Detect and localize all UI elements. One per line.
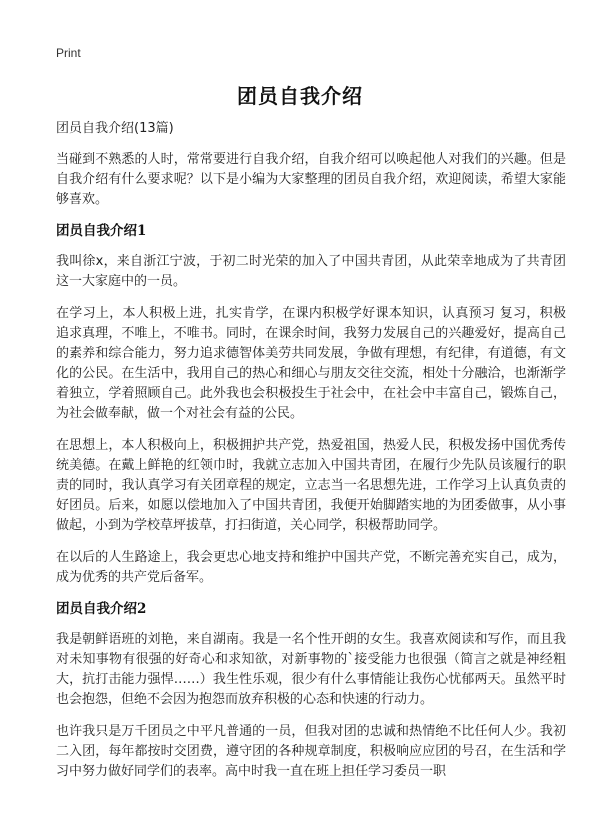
section-2-paragraph-1: 我是朝鲜语班的刘艳，来自湖南。我是一名个性开朗的女生。我喜欢阅读和写作，而且我对未知事物有很强的好奇心和求知欲，对新事物的`接受能力也很强（简言之就是神经粗大，抗打击能力强悍……）我生性乐观，很少有什么事情能让我伤心忧郁两天。虽然平时也会抱怨，但绝不会因为抱怨而放弃积极的心态和快速的行动力。 (56, 632, 566, 707)
section-1-paragraph-2: 在学习上，本人积极上进，扎实肯学，在课内积极学好课本知识，认真预习 复习，积极追求真理，不唯上，不唯书。同时，在课余时间，我努力发展自己的兴趣爱好，提高自己的素养和综合能力，努力追求德智体美劳共同发展，争做有理想，有纪律，有道德，有文化的公民。在生活中，我用自己的热心和细心与朋友交往交流，相处十分融洽，也渐渐学着独立，学着照顾自己。此外我也会积极投生于社会中，在社会中丰富自己，锻炼自己，为社会做奉献，做一个对社会有益的公民。 (56, 306, 566, 421)
intro-paragraph: 当碰到不熟悉的人时，常常要进行自我介绍，自我介绍可以唤起他人对我们的兴趣。但是自我介绍有什么要求呢？以下是小编为大家整理的团员自我介绍，欢迎阅读，希望大家能够喜欢。 (56, 152, 566, 207)
document-subtitle: 团员自我介绍(13篇) (56, 121, 174, 136)
section-1-paragraph-3: 在思想上，本人积极向上，积极拥护共产党，热爱祖国，热爱人民，积极发扬中国优秀传统美德。在戴上鲜艳的红领巾时，我就立志加入中国共青团，在履行少先队员该履行的职责的同时，我认真学习有关团章程的规定，立志当一名思想先进，工作学习上认真负责的好团员。后来，如愿以偿地加入了中国共青团，我便开始脚踏实地的为团委做事，从小事做起，小到为学校草坪拔草，打扫街道，关心同学，积极帮助同学。 (56, 438, 566, 533)
section-heading-1: 团员自我介绍1 (56, 223, 147, 239)
document-body (56, 120, 566, 794)
section-1-paragraph-4: 在以后的人生路途上，我会更忠心地支持和维护中国共产党，不断完善充实自己，成为，成为优秀的共产党后备军。 (56, 550, 566, 585)
section-1-paragraph-1: 我叫徐x，来自浙江宁波，于初二时光荣的加入了中国共青团，从此荣幸地成为了共青团这一大家庭中的一员。 (56, 254, 566, 289)
print-label[interactable]: Print (56, 46, 81, 60)
section-2-paragraph-2: 也许我只是万千团员之中平凡普通的一员，但我对团的忠诚和热情绝不比任何人少。我初二入团，每年都按时交团费，遵守团的各种规章制度，积极响应应团的号召，在生活和学习中努力做好同学们的表率。高中时我一直在班上担任学习委员一职 (56, 724, 566, 779)
section-heading-2: 团员自我介绍2 (56, 601, 147, 617)
page-title: 团员自我介绍 (237, 84, 363, 108)
